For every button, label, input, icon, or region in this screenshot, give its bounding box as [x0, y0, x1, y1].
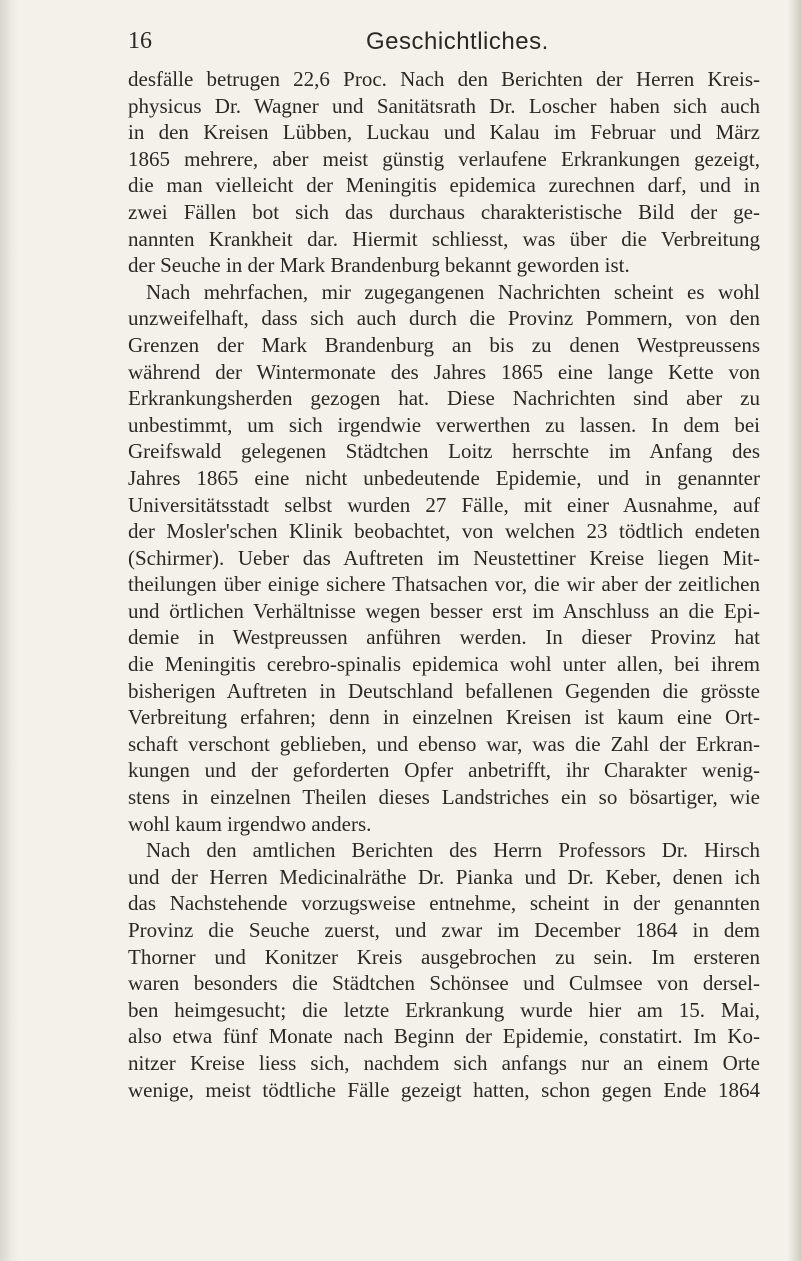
- text-line: theilungen über einige sichere Thatsachen vor, die wir aber der zeitlichen: [128, 572, 760, 597]
- text-line: Greifswald gelegenen Städtchen Loitz herrschte im Anfang des: [128, 439, 760, 464]
- text-line: wenige, meist tödtliche Fälle gezeigt hatten, schon gegen Ende 1864: [128, 1077, 760, 1102]
- page-header: [128, 22, 768, 62]
- text-line: während der Wintermonate des Jahres 1865 eine lange Kette von: [128, 359, 760, 384]
- text-line: nitzer Kreise liess sich, nachdem sich anfangs nur an einem Orte: [128, 1050, 760, 1075]
- running-title: Geschichtliches.: [366, 28, 549, 55]
- text-line: in den Kreisen Lübben, Luckau und Kalau im Februar und März: [128, 120, 760, 145]
- text-line: schaft verschont geblieben, und ebenso war, was die Zahl der Erkran-: [128, 731, 760, 756]
- text-line: waren besonders die Städtchen Schönsee und Culmsee von dersel-: [128, 971, 760, 996]
- text-line: stens in einzelnen Theilen dieses Landstriches ein so bösartiger, wie: [128, 785, 760, 810]
- text-line: die Meningitis cerebro-spinalis epidemica wohl unter allen, bei ihrem: [128, 652, 760, 677]
- text-line: Grenzen der Mark Brandenburg an bis zu denen Westpreussens: [128, 332, 760, 357]
- text-line: Verbreitung erfahren; denn in einzelnen Kreisen ist kaum eine Ort-: [128, 705, 760, 730]
- text-line: (Schirmer). Ueber das Auftreten im Neustettiner Kreise liegen Mit-: [128, 545, 760, 570]
- text-line: physicus Dr. Wagner und Sanitätsrath Dr. Loscher haben sich auch: [128, 93, 760, 118]
- text-line: unzweifelhaft, dass sich auch durch die Provinz Pommern, von den: [128, 306, 760, 331]
- text-line: Jahres 1865 eine nicht unbedeutende Epidemie, und in genannter: [128, 465, 760, 490]
- text-line: und der Herren Medicinalräthe Dr. Pianka und Dr. Keber, denen ich: [128, 864, 760, 889]
- text-line: der Mosler'schen Klinik beobachtet, von welchen 23 tödtlich endeten: [128, 519, 760, 544]
- text-line: zwei Fällen bot sich das durchaus charakteristische Bild der ge-: [128, 199, 760, 224]
- text-line: Nach den amtlichen Berichten des Herrn Professors Dr. Hirsch: [146, 838, 760, 863]
- text-line: nannten Krankheit dar. Hiermit schliesst, was über die Verbreitung: [128, 226, 760, 251]
- text-line: ben heimgesucht; die letzte Erkrankung wurde hier am 15. Mai,: [128, 997, 760, 1022]
- text-line: demie in Westpreussen anführen werden. In dieser Provinz hat: [128, 625, 760, 650]
- text-line: der Seuche in der Mark Brandenburg bekannt geworden ist.: [128, 253, 630, 278]
- body-text: [128, 66, 760, 1103]
- text-line: und örtlichen Verhältnisse wegen besser erst im Anschluss an die Epi-: [128, 598, 760, 623]
- text-line: wohl kaum irgendwo anders.: [128, 811, 372, 836]
- text-line: die man vielleicht der Meningitis epidemica zurechnen darf, und in: [128, 173, 760, 198]
- page-left-edge: [0, 0, 18, 1261]
- text-line: desfälle betrugen 22,6 Proc. Nach den Berichten der Herren Kreis-: [128, 67, 760, 91]
- text-line: kungen und der geforderten Opfer anbetrifft, ihr Charakter wenig-: [128, 758, 760, 783]
- text-line: Provinz die Seuche zuerst, und zwar im December 1864 in dem: [128, 918, 760, 942]
- text-line: bisherigen Auftreten in Deutschland befallenen Gegenden die grösste: [128, 678, 760, 703]
- page-right-edge: [787, 0, 801, 1261]
- text-line: 1865 mehrere, aber meist günstig verlaufene Erkrankungen gezeigt,: [128, 146, 760, 171]
- page-number: 16: [128, 28, 152, 54]
- text-line: das Nachstehende vorzugsweise entnehme, scheint in der genannten: [128, 891, 760, 916]
- text-line: Erkrankungsherden gezogen hat. Diese Nachrichten sind aber zu: [128, 386, 760, 411]
- text-line: unbestimmt, um sich irgendwie verwerthen zu lassen. In dem bei: [128, 412, 760, 437]
- text-line: Nach mehrfachen, mir zugegangenen Nachrichten scheint es wohl: [146, 279, 760, 304]
- text-line: Thorner und Konitzer Kreis ausgebrochen zu sein. Im ersteren: [128, 944, 760, 969]
- text-line: also etwa fünf Monate nach Beginn der Epidemie, constatirt. Im Ko-: [128, 1024, 760, 1049]
- text-line: Universitätsstadt selbst wurden 27 Fälle, mit einer Ausnahme, auf: [128, 492, 760, 517]
